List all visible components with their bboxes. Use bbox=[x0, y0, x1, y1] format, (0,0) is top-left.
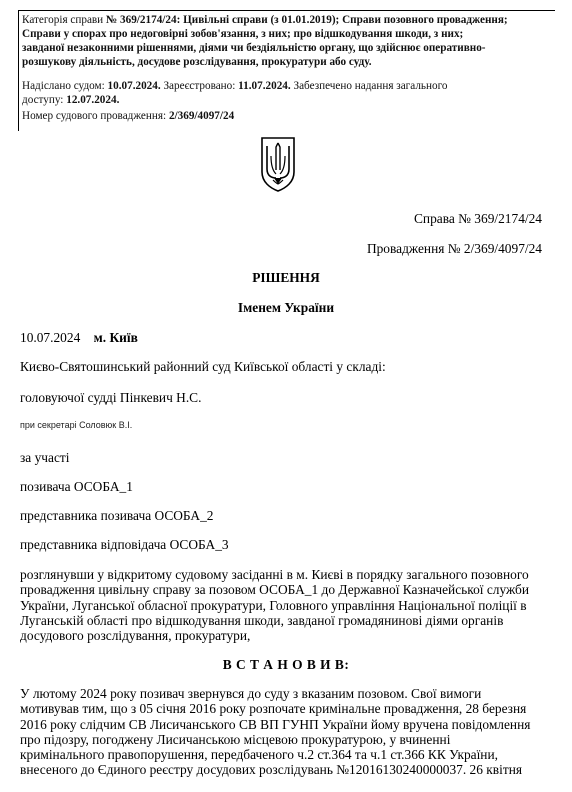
access-label-cont: доступу: bbox=[22, 94, 64, 106]
proceeding-line bbox=[22, 109, 234, 123]
plaintiff: позивача ОСОБА_1 bbox=[20, 479, 133, 494]
court-composition: Києво-Святошинський районний суд Київської області у складі: bbox=[20, 359, 386, 374]
case-category-line-4: розшукову діяльність, досудове розслідування, прокуратури або суду. bbox=[22, 56, 372, 68]
facts-line-2: мотивував тим, що з 05 січня 2016 року розпочате кримінальне провадження, 28 березня bbox=[20, 701, 527, 717]
facts-paragraph bbox=[20, 686, 550, 778]
decision-subtitle: Іменем України bbox=[237, 300, 335, 315]
access-line bbox=[22, 93, 119, 107]
category-label: Категорія справи bbox=[22, 14, 104, 26]
dates-line bbox=[22, 79, 448, 93]
decision-city: м. Київ bbox=[93, 330, 138, 345]
case-number: Справа № 369/2174/24 bbox=[414, 211, 542, 226]
category-number: № 369/2174/24: Цивільні справи (з 01.01.2019); Справи позовного провадження; bbox=[105, 14, 508, 26]
considered-line-5: досудового розслідування, прокуратури, bbox=[20, 628, 251, 644]
registered-date: 11.07.2024. bbox=[238, 80, 291, 92]
court-secretary: при секретарі Соловюк В.І. bbox=[20, 420, 133, 430]
proceeding-number-header: Провадження № 2/369/4097/24 bbox=[366, 241, 542, 256]
sent-date: 10.07.2024. bbox=[107, 80, 161, 92]
established-heading: В С Т А Н О В И В: bbox=[222, 657, 350, 672]
considered-line-2: провадження цивільну справу за позовом ОСОБА_1 до Державної Казначейської служби bbox=[20, 582, 530, 598]
presiding-judge: головуючої судді Пінкевич Н.С. bbox=[20, 390, 202, 405]
decision-title: РІШЕННЯ bbox=[252, 270, 320, 285]
considered-paragraph bbox=[20, 567, 550, 643]
decision-date: 10.07.2024 bbox=[20, 330, 81, 345]
case-category-line-1 bbox=[22, 13, 508, 27]
facts-line-6: внесеного до Єдиного реєстру досудових розслідувань №12016130240000037. 26 квітня bbox=[20, 762, 523, 778]
case-category-line-3: завданої незаконними рішеннями, діями чи бездіяльністю органу, що здійснює оперативно- bbox=[22, 42, 486, 54]
participation-label: за участі bbox=[20, 450, 70, 465]
considered-line-4: Луганській області про відшкодування шкоди, завданої громадянинові діями органів bbox=[20, 612, 504, 628]
registered-label: Зареєстровано: bbox=[163, 80, 236, 92]
plaintiff-representative: представника позивача ОСОБА_2 bbox=[20, 508, 214, 523]
date-place-line bbox=[20, 330, 138, 346]
sent-label: Надіслано судом: bbox=[22, 80, 105, 92]
proceeding-number: 2/369/4097/24 bbox=[168, 110, 235, 122]
facts-line-4: про підозру, погоджену Лисичанською місцевою прокуратурою, у вчиненні bbox=[20, 731, 451, 747]
ukraine-trident-emblem-icon bbox=[260, 136, 296, 192]
access-label: Забезпечено надання загального bbox=[293, 80, 448, 92]
considered-line-1: розглянувши у відкритому судовому засіданні в м. Києві в порядку загального позовного bbox=[20, 567, 529, 582]
facts-line-5: кримінального правопорушення, передбаченого ч.2 ст.364 та ч.1 ст.366 КК України, bbox=[20, 747, 498, 763]
considered-line-3: України, Луганської обласної прокуратури, Головного управління Національної поліції в bbox=[20, 597, 527, 613]
defendant-representative: представника відповідача ОСОБА_3 bbox=[20, 537, 229, 552]
proceeding-label: Номер судового провадження: bbox=[22, 110, 167, 122]
case-category-line-2: Справи у спорах про недоговірні зобов'язання, з них; про відшкодування шкоди, з них; bbox=[22, 28, 464, 40]
access-date: 12.07.2024. bbox=[66, 94, 120, 106]
facts-line-3: 2016 року слідчим СВ Лисичанського СВ ВП ГУНП України йому вручена повідомлення bbox=[20, 716, 531, 732]
facts-line-1: У лютому 2024 року позивач звернувся до суду з вказаним позовом. Свої вимоги bbox=[20, 686, 482, 701]
